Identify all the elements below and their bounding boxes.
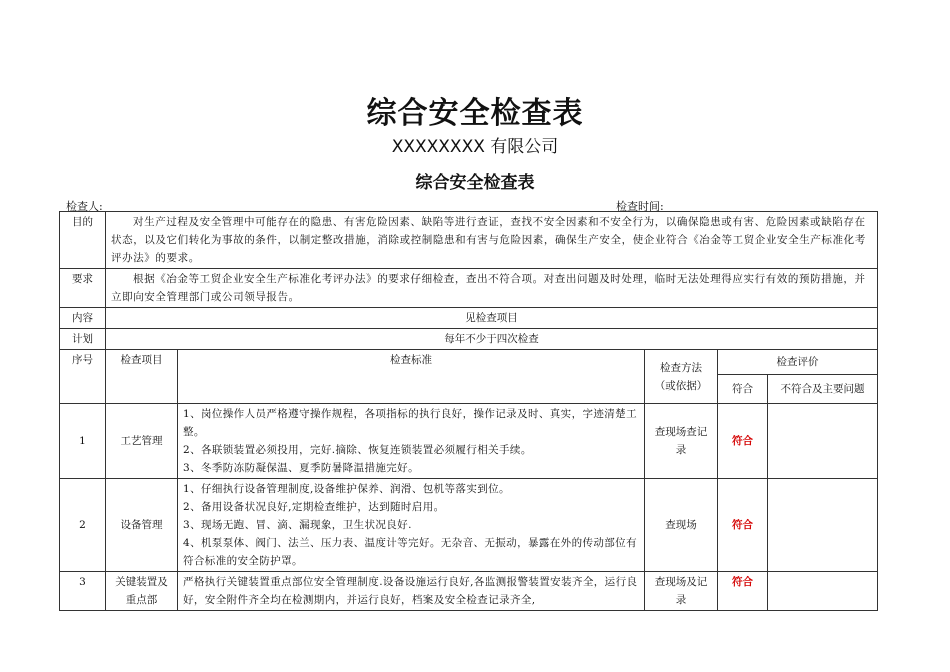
- standard-line: 1、岗位操作人员严格遵守操作规程，各项指标的执行良好，操作记录及时、真实，字迹清楚工整。: [183, 408, 637, 438]
- item-method: 查现场: [645, 479, 718, 572]
- standard-line: 严格执行关键装置重点部位安全管理制度.设备设施运行良好,各监测报警装置安装齐全，运行良好，安全附件齐全均在检测期内，并运行良好，档案及安全检查记录齐全,: [183, 576, 638, 606]
- standard-line: 2、备用设备状况良好,定期检查维护，达到随时启用。: [183, 501, 445, 513]
- item-standards: [178, 572, 645, 611]
- purpose-row: [60, 212, 878, 269]
- inspection-table: [59, 211, 878, 611]
- item-name: 设备管理: [106, 479, 178, 572]
- plan-row: [60, 329, 878, 350]
- purpose-label: 目的: [60, 212, 106, 269]
- header-method: 检查方法（或依据）: [645, 350, 718, 404]
- standard-line: 3、现场无跑、冒、滴、漏现象，卫生状况良好.: [183, 519, 412, 531]
- header-row: [60, 350, 878, 375]
- header-nonconform: 不符合及主要问题: [768, 375, 878, 404]
- plan-text: 每年不少于四次检查: [106, 329, 878, 350]
- header-conform: 符合: [718, 375, 768, 404]
- item-method: 查现场查记录: [645, 404, 718, 479]
- header-standard: 检查标准: [178, 350, 645, 404]
- company-name: XXXXXXXX 有限公司: [391, 137, 559, 157]
- requirement-text: 根据《冶金等工贸企业安全生产标准化考评办法》的要求仔细检查，查出不符合项。对查出问题及时处理，临时无法处理得应实行有效的预防措施，并立即向安全管理部门或公司领导报告。: [106, 269, 878, 308]
- item-name: 工艺管理: [106, 404, 178, 479]
- inspection-time-label: 检查时间:: [616, 200, 664, 213]
- standard-line: 3、冬季防冻防凝保温、夏季防暑降温措施完好。: [183, 462, 419, 474]
- item-method: 查现场及记录: [645, 572, 718, 611]
- requirement-row: [60, 269, 878, 308]
- standard-line: 1、仔细执行设备管理制度,设备维护保养、润滑、包机等落实到位。: [183, 483, 510, 495]
- content-row: [60, 308, 878, 329]
- item-seq: 3: [60, 572, 106, 611]
- item-seq: 2: [60, 479, 106, 572]
- content-label: 内容: [60, 308, 106, 329]
- header-evaluation: 检查评价: [718, 350, 878, 375]
- result-issue: [768, 404, 878, 479]
- table-row: [60, 479, 878, 572]
- item-standards: [178, 479, 645, 572]
- header-seq: 序号: [60, 350, 106, 404]
- standard-line: 4、机泵泵体、阀门、法兰、压力表、温度计等完好。无杂音、无振动，暴露在外的传动部位有符合标准的安全防护罩。: [183, 537, 637, 567]
- standard-line: 2、各联锁装置必须投用，完好.摘除、恢复连锁装置必须履行相关手续。: [183, 444, 532, 456]
- result-conform: 符合: [718, 479, 768, 572]
- requirement-label: 要求: [60, 269, 106, 308]
- content-text: 见检查项目: [106, 308, 878, 329]
- table-row: [60, 572, 878, 611]
- item-seq: 1: [60, 404, 106, 479]
- document-title: 综合安全检查表: [366, 96, 584, 131]
- header-item: 检查项目: [106, 350, 178, 404]
- table-row: [60, 404, 878, 479]
- result-conform: 符合: [718, 404, 768, 479]
- purpose-text: 对生产过程及安全管理中可能存在的隐患、有害危险因素、缺陷等进行查证，查找不安全因素和不安全行为，以确保隐患或有害、危险因素或缺陷存在状态，以及它们转化为事故的条件，以制定整改措施，消除或控制隐患和有害与危险因素，确保生产安全，使企业符合《冶金等工贸企业安全生产标准化考评办法》的要求。: [106, 212, 878, 269]
- plan-label: 计划: [60, 329, 106, 350]
- result-issue: [768, 572, 878, 611]
- inspector-label: 检查人:: [66, 200, 103, 213]
- result-issue: [768, 479, 878, 572]
- item-name: 关键装置及重点部: [106, 572, 178, 611]
- form-title: 综合安全检查表: [415, 173, 535, 193]
- item-standards: [178, 404, 645, 479]
- result-conform: 符合: [718, 572, 768, 611]
